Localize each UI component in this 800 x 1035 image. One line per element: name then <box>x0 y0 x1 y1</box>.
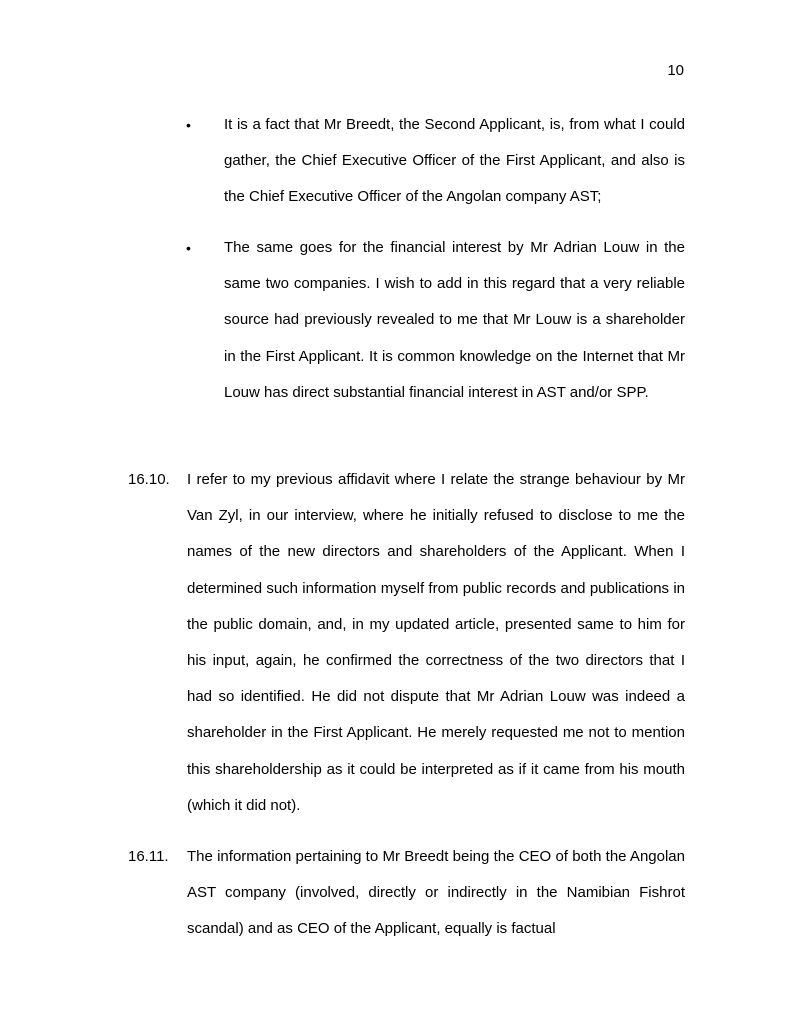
bullet-marker: • <box>186 117 191 133</box>
paragraph-16-11: The information pertaining to Mr Breedt being the CEO of both the Angolan AST company (involved, directly or indirectly in the Namibian Fishrot scandal) and as CEO of the Applicant, equally is factual <box>187 848 685 938</box>
page-number: 10 <box>667 62 684 79</box>
paragraph-16-10: I refer to my previous affidavit where I relate the strange behaviour by Mr Van Zyl, in our interview, where he initially refused to disclose to me the names of the new directors and shareholders of the Applicant. When I determined such information myself from public records and publications in the public domain, and, in my updated article, presented same to him for his input, again, he confirmed the correctness of the two directors that I had so identified. He did not dispute that Mr Adrian Louw was indeed a shareholder in the First Applicant. He merely requested me not to mention this shareholdership as it could be interpreted as if it came from his mouth (which it did not). <box>187 471 685 814</box>
paragraph-number-16-10: 16.10. <box>128 471 170 488</box>
paragraph-number-16-11: 16.11. <box>128 848 169 865</box>
bullet-item-breedt-ceo: It is a fact that Mr Breedt, the Second Applicant, is, from what I could gather, the Chief Executive Officer of the First Applicant, and also is the Chief Executive Officer of the Angolan company AST; <box>224 116 685 206</box>
bullet-item-louw-interest: The same goes for the financial interest by Mr Adrian Louw in the same two companies. I wish to add in this regard that a very reliable source had previously revealed to me that Mr Louw is a shareholder in the First Applicant. It is common knowledge on the Internet that Mr Louw has direct substantial financial interest in AST and/or SPP. <box>224 239 685 401</box>
bullet-marker: • <box>186 240 191 256</box>
